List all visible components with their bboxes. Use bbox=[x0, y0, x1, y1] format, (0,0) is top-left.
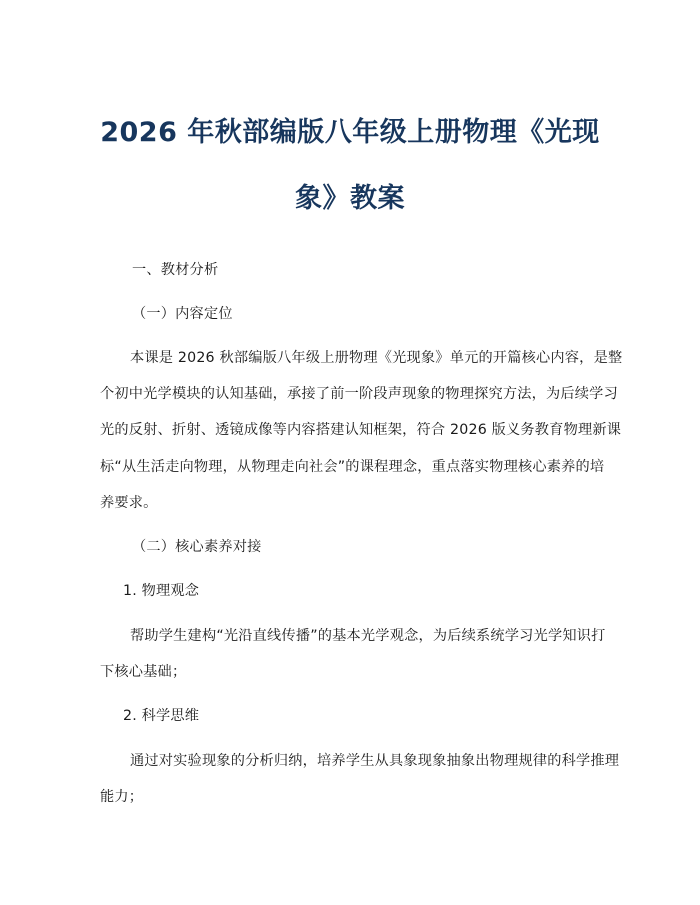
paragraph-line: 帮助学生建构“光沿直线传播”的基本光学观念，为后续系统学习光学知识打 bbox=[130, 628, 606, 644]
subsection-heading-content-positioning: （一）内容定位 bbox=[132, 306, 233, 322]
paragraph-line: 个初中光学模块的认知基础，承接了前一阶段声现象的物理探究方法，为后续学习 bbox=[100, 386, 618, 402]
paragraph-line: 光的反射、折射、透镜成像等内容搭建认知框架，符合 2026 版义务教育物理新课 bbox=[100, 422, 622, 438]
doc-title-line-1: 2026 年秋部编版八年级上册物理《光现 bbox=[100, 117, 600, 148]
subsection-heading-core-literacy: （二）核心素养对接 bbox=[132, 539, 262, 555]
doc-title-line-2: 象》教案 bbox=[295, 183, 405, 214]
list-item-heading-scientific-thinking: 2. 科学思维 bbox=[123, 708, 200, 724]
paragraph-line: 能力； bbox=[100, 789, 144, 805]
paragraph-line: 通过对实验现象的分析归纳，培养学生从具象现象抽象出物理规律的科学推理 bbox=[130, 753, 620, 769]
paragraph-line: 本课是 2026 秋部编版八年级上册物理《光现象》单元的开篇核心内容，是整 bbox=[130, 350, 623, 366]
section-heading-textbook-analysis: 一、教材分析 bbox=[132, 262, 219, 278]
paragraph-line: 养要求。 bbox=[100, 495, 158, 511]
paragraph-line: 标“从生活走向物理，从物理走向社会”的课程理念，重点落实物理核心素养的培 bbox=[100, 459, 605, 475]
list-item-heading-physics-concepts: 1. 物理观念 bbox=[123, 583, 200, 599]
paragraph-line: 下核心基础； bbox=[100, 664, 187, 680]
